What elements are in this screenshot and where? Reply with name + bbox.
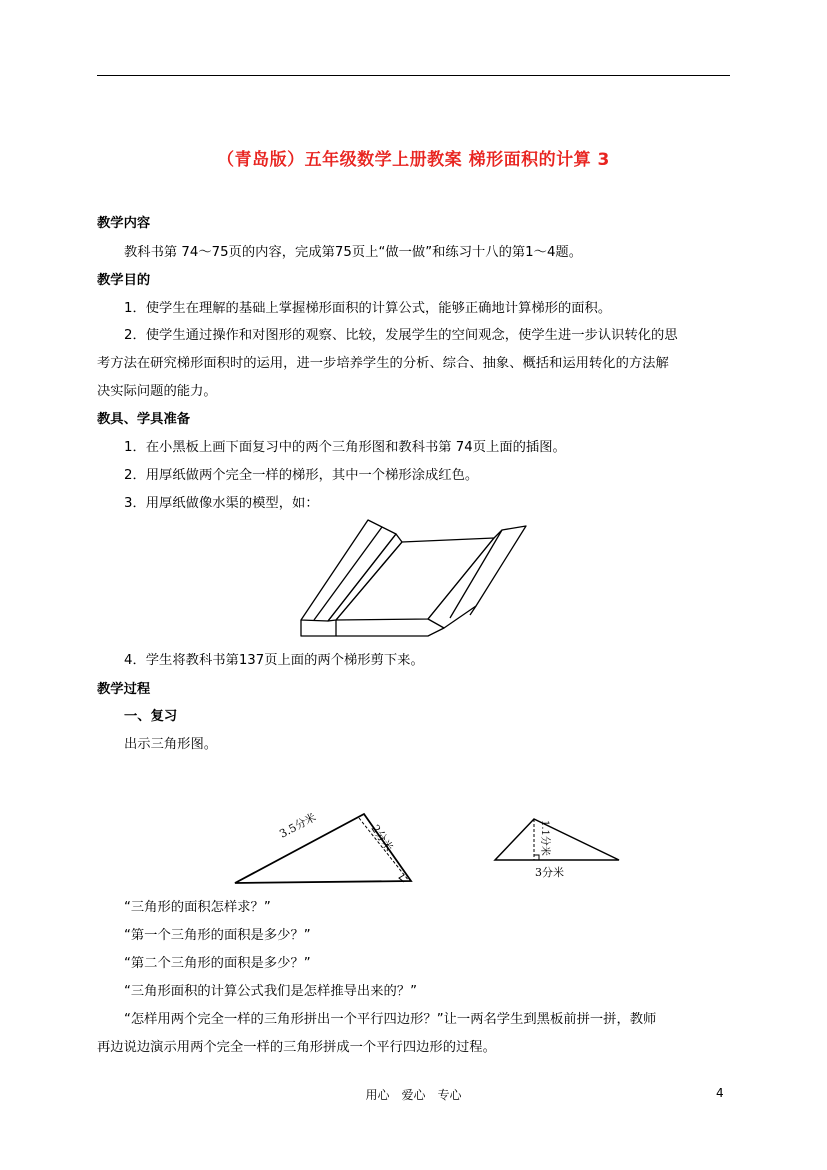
question-4: “三角形面积的计算公式我们是怎样推导出来的？” — [124, 984, 418, 999]
triangle1-height-label: 2分米 — [368, 822, 396, 854]
triangle1-side-label: 3.5分米 — [277, 810, 319, 841]
process-show-triangles: 出示三角形图。 — [124, 737, 218, 752]
triangle-figure-1 — [230, 808, 420, 888]
process-sub-review: 一、复习 — [124, 709, 178, 724]
prep-item-2: 2．用厚纸做两个完全一样的梯形，其中一个梯形涂成红色。 — [124, 468, 479, 483]
prep-item-3: 3．用厚纸做像水渠的模型，如： — [124, 496, 319, 511]
goal-item-2-line1: 2．使学生通过操作和对图形的观察、比较，发展学生的空间观念，使学生进一步认识转化的思 — [124, 328, 678, 343]
footer-motto: 用心 爱心 专心 — [365, 1088, 462, 1102]
question-5-line2: 再边说边演示用两个完全一样的三角形拼成一个平行四边形的过程。 — [97, 1040, 496, 1055]
prep-item-4: 4．学生将教科书第137页上面的两个梯形剪下来。 — [124, 653, 424, 668]
content-text: 教科书第 74～75页的内容，完成第75页上“做一做”和练习十八的第1～4题。 — [124, 245, 582, 260]
triangle2-height-label: 1.1分米 — [539, 820, 550, 856]
heading-goals: 教学目的 — [97, 273, 151, 288]
heading-process: 教学过程 — [97, 682, 151, 697]
page-title: （青岛版）五年级数学上册教案 梯形面积的计算 3 — [217, 150, 610, 170]
goal-item-2-line2: 考方法在研究梯形面积时的运用，进一步培养学生的分析、综合、抽象、概括和运用转化的方法解 — [97, 356, 669, 371]
page-number: 4 — [716, 1086, 724, 1100]
channel-model-figure — [296, 518, 530, 640]
goal-item-2-line3: 决实际问题的能力。 — [97, 384, 217, 399]
question-5-line1: “怎样用两个完全一样的三角形拼出一个平行四边形？”让一两名学生到黑板前拼一拼，教师 — [124, 1012, 657, 1027]
question-2: “第一个三角形的面积是多少？” — [124, 928, 311, 943]
triangle2-base-label: 3分米 — [535, 866, 564, 879]
heading-content: 教学内容 — [97, 216, 151, 231]
goal-item-1: 1．使学生在理解的基础上掌握梯形面积的计算公式，能够正确地计算梯形的面积。 — [124, 301, 612, 316]
header-rule — [97, 75, 730, 76]
triangle-figure-2 — [490, 812, 626, 882]
question-1: “三角形的面积怎样求？” — [124, 900, 271, 915]
question-3: “第二个三角形的面积是多少？” — [124, 956, 311, 971]
prep-item-1: 1．在小黑板上画下面复习中的两个三角形图和教科书第 74页上面的插图。 — [124, 440, 566, 455]
heading-prep: 教具、学具准备 — [97, 412, 191, 427]
